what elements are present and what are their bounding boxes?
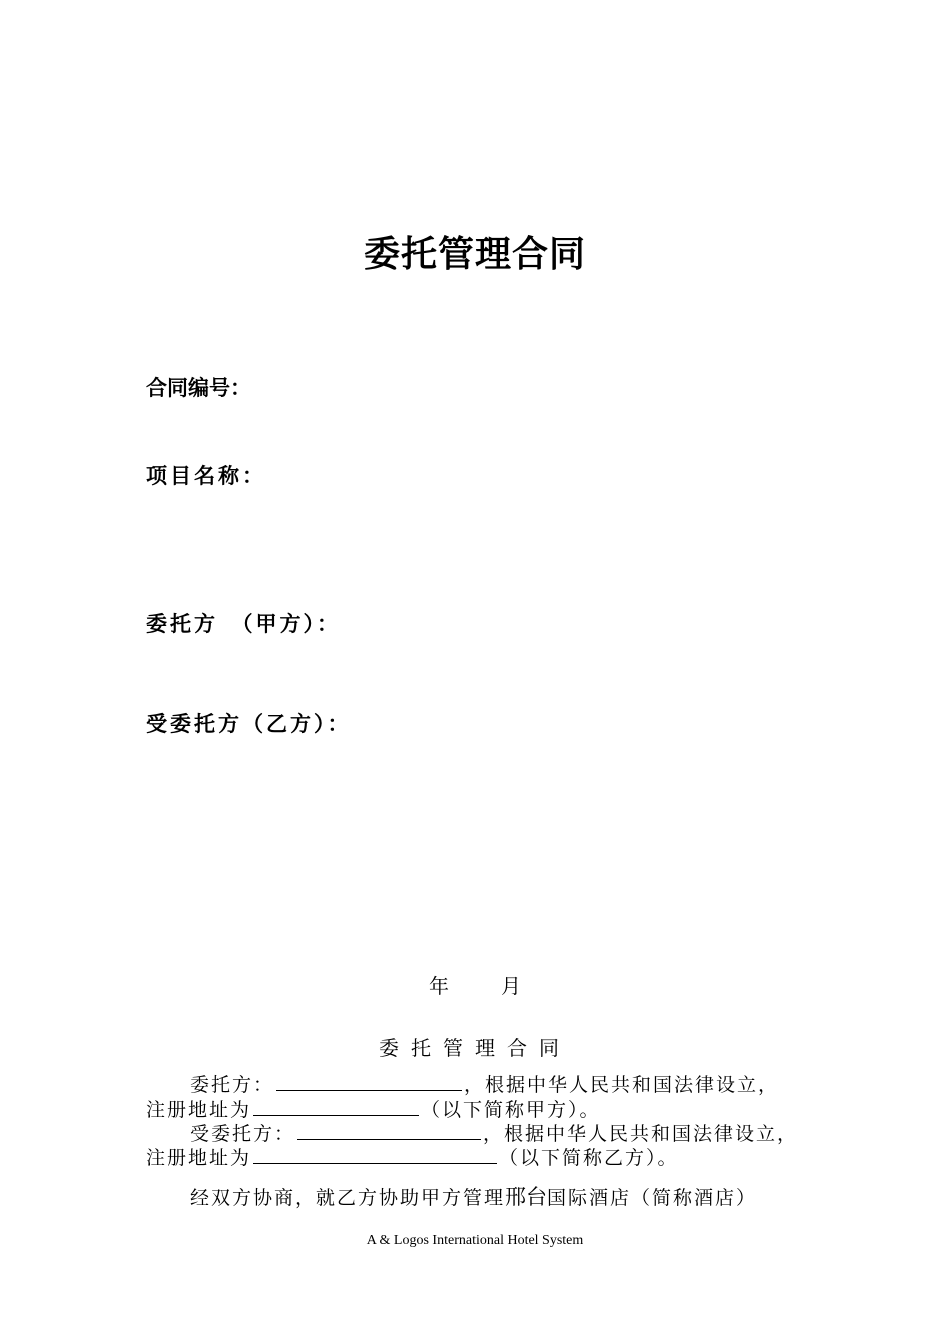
date-year: 年 — [429, 974, 449, 998]
project-name-label: 项目名称： — [146, 464, 266, 488]
consultation-suffix: 国际酒店（简称酒店） — [547, 1187, 758, 1209]
paragraph-party-b-line2 — [146, 1143, 679, 1170]
party-a-address-blank — [253, 1097, 419, 1116]
document-title: 委托管理合同 — [363, 234, 586, 275]
date-line — [0, 970, 950, 999]
party-a-label: 委托方 （甲方）： — [146, 612, 341, 636]
party-a-address-suffix: （以下简称甲方）。 — [421, 1099, 601, 1121]
party-b-prefix: 受委托方： — [190, 1123, 296, 1145]
paragraph-party-a-line1 — [190, 1070, 779, 1097]
party-b-suffix: ，根据中华人民共和国法律设立， — [483, 1123, 799, 1145]
date-month: 月 — [501, 974, 521, 998]
party-a-suffix: ，根据中华人民共和国法律设立， — [464, 1074, 780, 1096]
party-a-prefix: 委托方： — [190, 1074, 275, 1096]
party-b-label: 受委托方（乙方）： — [146, 712, 352, 736]
hotel-city-name: 邢台 — [505, 1185, 548, 1209]
consultation-prefix: 经双方协商，就乙方协助甲方管理 — [190, 1187, 506, 1209]
paragraph-consultation — [190, 1181, 757, 1211]
party-b-address-suffix: （以下简称乙方）。 — [499, 1147, 679, 1169]
paragraph-party-b-line1 — [190, 1119, 798, 1146]
sub-title: 委托管理合同 — [379, 1036, 571, 1060]
party-a-address-prefix: 注册地址为 — [146, 1099, 252, 1121]
page-footer: A & Logos International Hotel System — [366, 1233, 584, 1248]
party-a-name-blank — [276, 1072, 462, 1091]
party-b-name-blank — [297, 1121, 481, 1140]
party-b-address-blank — [253, 1145, 497, 1164]
party-b-address-prefix: 注册地址为 — [146, 1147, 252, 1169]
contract-number-label: 合同编号： — [146, 376, 251, 400]
paragraph-party-a-line2 — [146, 1095, 601, 1122]
